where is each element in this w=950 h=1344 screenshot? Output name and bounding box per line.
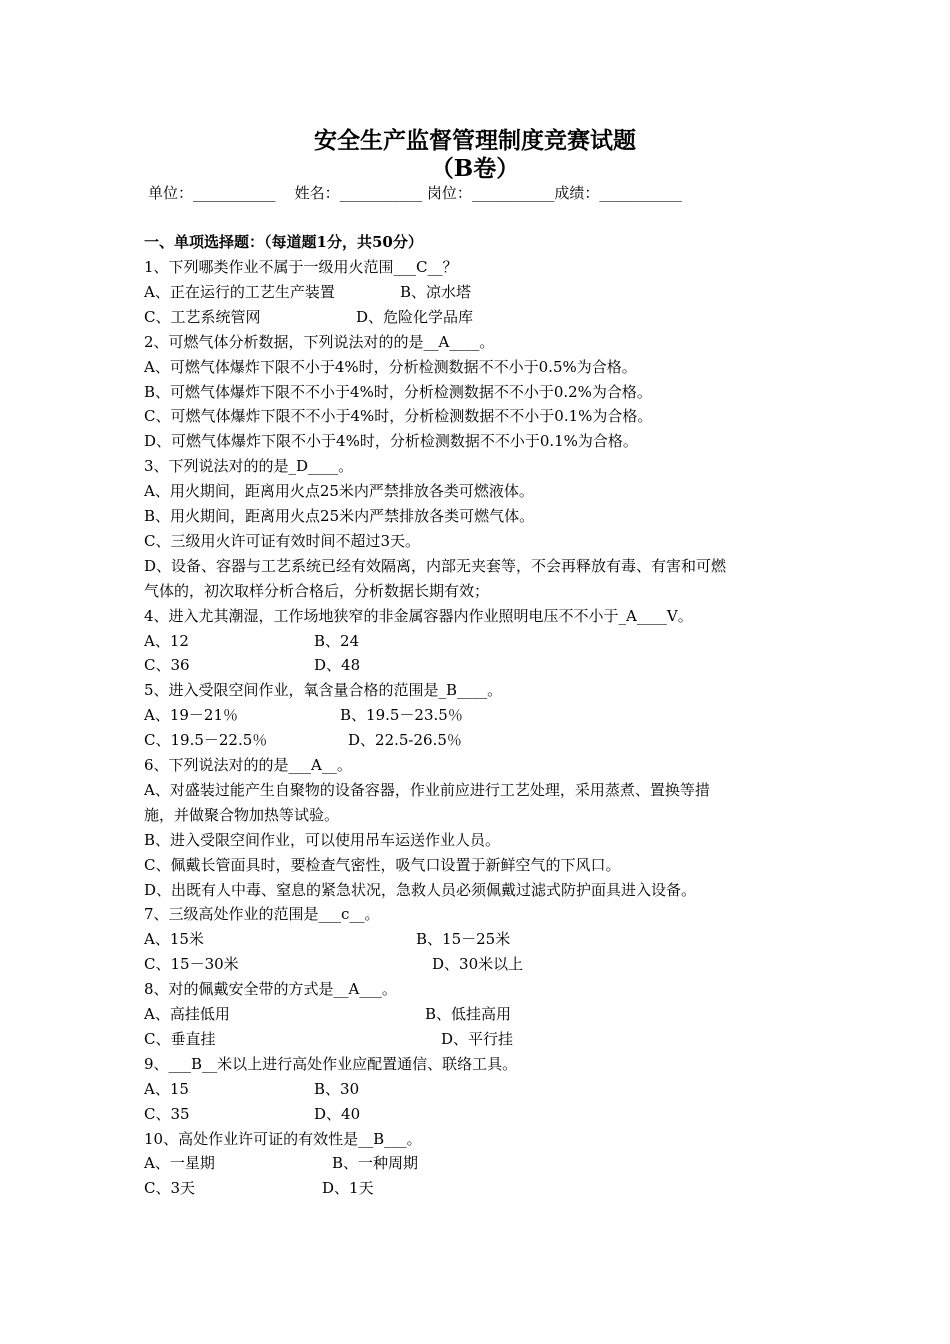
document-title: 安全生产监督管理制度竞赛试题	[314, 127, 636, 154]
question-line	[144, 655, 361, 675]
question-line	[144, 481, 534, 501]
question-line	[144, 1054, 517, 1074]
question-line	[144, 755, 352, 775]
question-line	[144, 456, 353, 476]
line-text: C、工艺系统管网	[144, 307, 261, 326]
line-text: C、19.5－22.5％	[144, 731, 268, 750]
question-line	[144, 855, 620, 875]
option-text: D、22.5-26.5％	[348, 731, 462, 750]
line-text: C、三级用火许可证有效时间不超过3天。	[144, 531, 421, 550]
line-text: B、可燃气体爆炸下限不不小于4%时，分析检测数据不不小于0.2%为合格。	[144, 382, 652, 401]
option-text: B、低挂高用	[425, 1005, 512, 1023]
question-line	[144, 556, 726, 576]
question-line	[144, 282, 472, 302]
option-text: B、一种周期	[332, 1154, 419, 1173]
line-text: A、用火期间，距离用火点25米内严禁排放各类可燃液体。	[144, 482, 534, 501]
question-line	[144, 506, 534, 526]
line-text: 3、下列说法对的的是_D____。	[144, 457, 354, 476]
question-line	[144, 606, 693, 626]
question-line	[144, 705, 463, 725]
option-text: B、24	[314, 631, 360, 650]
question-line	[144, 979, 397, 999]
line-text: 2、可燃气体分析数据，下列说法对的的是__A____。	[144, 332, 495, 351]
option-text: D、1天	[322, 1179, 374, 1198]
line-text: 8、对的佩戴安全带的方式是__A___。	[144, 980, 397, 999]
question-line	[144, 1029, 514, 1049]
question-line	[144, 830, 500, 850]
question-line	[144, 954, 524, 974]
option-text: B、15－25米	[416, 930, 511, 949]
line-text: A、19－21％	[144, 706, 239, 725]
question-line	[144, 631, 360, 651]
question-line	[144, 1153, 419, 1173]
line-text: C、36	[144, 656, 190, 675]
line-text: 气体的，初次取样分析合格后，分析数据长期有效；	[144, 581, 490, 600]
line-text: A、对盛装过能产生自聚物的设备容器，作业前应进行工艺处理，采用蒸煮、置换等措	[144, 780, 710, 799]
question-line	[144, 431, 638, 451]
option-text: D、40	[314, 1104, 361, 1123]
question-line	[144, 406, 652, 426]
line-text: D、可燃气体爆炸下限不小于4%时，分析检测数据不不小于0.1%为合格。	[144, 432, 638, 451]
option-text: B、30	[314, 1079, 360, 1098]
question-line	[144, 880, 696, 900]
question-line	[144, 1079, 360, 1099]
line-text: A、正在运行的工艺生产装置	[144, 282, 335, 301]
line-text: D、出既有人中毒、窒息的紧急状况，急救人员必须佩戴过滤式防护面具进入设备。	[144, 880, 697, 899]
question-line	[144, 357, 637, 377]
line-text: A、一星期	[144, 1154, 215, 1173]
document-subtitle: （B卷）	[430, 155, 520, 182]
question-line	[144, 929, 511, 949]
question-line	[144, 531, 420, 551]
question-line	[144, 581, 489, 601]
line-text: 施，并做聚合物加热等试验。	[144, 805, 340, 824]
line-text: A、15米	[144, 930, 204, 949]
line-text: C、垂直挂	[144, 1029, 216, 1048]
line-text: 6、下列说法对的的是___A__。	[144, 756, 352, 774]
question-line	[144, 1129, 422, 1149]
option-text: B、19.5－23.5％	[340, 706, 463, 725]
question-line	[144, 904, 379, 924]
question-line	[144, 1004, 512, 1024]
question-line	[144, 1178, 374, 1198]
line-text: A、12	[144, 631, 189, 650]
option-text: B、凉水塔	[400, 282, 472, 301]
question-line	[144, 780, 710, 800]
question-line	[144, 382, 652, 402]
line-text: 7、三级高处作业的范围是___c__。	[144, 905, 380, 924]
line-text: C、佩戴长管面具时，要检查气密性，吸气口设置于新鲜空气的下风口。	[144, 855, 621, 874]
section-heading: 一、单项选择题：（每道题1分，共50分）	[144, 233, 423, 251]
line-text: A、高挂低用	[144, 1005, 230, 1023]
question-line	[144, 1104, 361, 1124]
line-text: A、可燃气体爆炸下限不小于4%时，分析检测数据不不小于0.5%为合格。	[144, 357, 637, 376]
question-line	[144, 307, 474, 327]
line-text: B、进入受限空间作业，可以使用吊车运送作业人员。	[144, 830, 501, 849]
question-line	[144, 805, 339, 825]
option-text: D、危险化学品库	[356, 307, 474, 326]
option-text: D、平行挂	[441, 1029, 514, 1048]
option-text: D、30米以上	[432, 955, 524, 974]
info-line: 单位：___________ 姓名：___________ 岗位：___________成绩：___________	[148, 184, 682, 202]
line-text: 10、高处作业许可证的有效性是__B___。	[144, 1129, 422, 1148]
question-line	[144, 257, 458, 277]
line-text: 1、下列哪类作业不属于一级用火范围___C__？	[144, 258, 458, 276]
line-text: C、15－30米	[144, 955, 239, 974]
question-line	[144, 730, 462, 750]
question-line	[144, 332, 494, 352]
line-text: C、3天	[144, 1179, 196, 1198]
line-text: A、15	[144, 1079, 189, 1098]
option-text: D、48	[314, 656, 361, 675]
question-line	[144, 680, 502, 700]
line-text: 4、进入尤其潮湿，工作场地狭窄的非金属容器内作业照明电压不不小于_A____V。	[144, 606, 693, 625]
line-text: B、用火期间，距离用火点25米内严禁排放各类可燃气体。	[144, 507, 535, 525]
line-text: D、设备、容器与工艺系统已经有效隔离，内部无夹套等，不会再释放有毒、有害和可燃	[144, 556, 727, 575]
line-text: C、可燃气体爆炸下限不不小于4%时，分析检测数据不不小于0.1%为合格。	[144, 407, 653, 426]
line-text: 9、___B__米以上进行高处作业应配置通信、联络工具。	[144, 1054, 518, 1073]
line-text: C、35	[144, 1104, 190, 1123]
line-text: 5、进入受限空间作业，氧含量合格的范围是_B____。	[144, 681, 503, 700]
